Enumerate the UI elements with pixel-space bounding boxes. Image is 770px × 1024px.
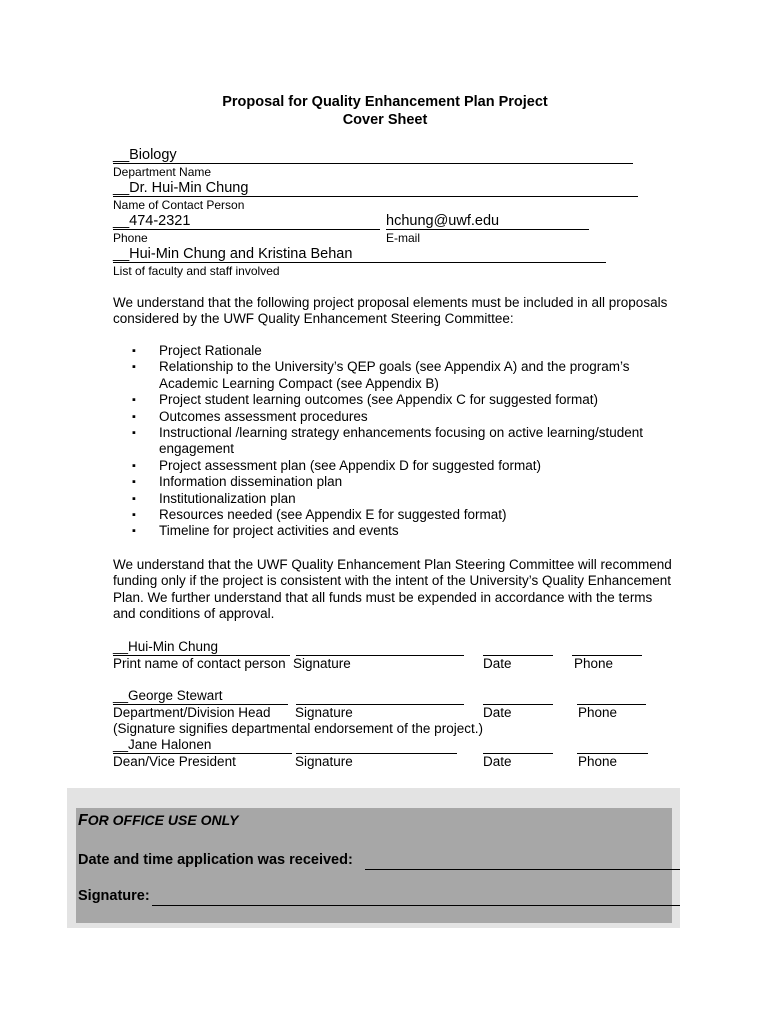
dean-date-line[interactable] <box>483 737 553 754</box>
faculty-field[interactable] <box>113 245 606 263</box>
email-label: E-mail <box>386 231 421 245</box>
funding-paragraph: We understand that the UWF Quality Enhancement Plan Steering Committee will recommend funding only if the project is consistent with the intent of the University’s Quality Enhancement Plan. We further understand that all funds must be expended in accordance with the terms and conditions of approval. <box>113 557 672 622</box>
contact-field[interactable] <box>113 179 638 197</box>
department-head-name-field[interactable] <box>113 688 288 705</box>
department-role-label: Department/Division Head <box>113 705 271 720</box>
department-field[interactable] <box>113 146 633 164</box>
proposal-elements-list <box>132 343 672 540</box>
phone-label: Phone <box>113 231 148 245</box>
endorsement-note: (Signature signifies departmental endorsement of the project.) <box>113 721 483 736</box>
department-phone-label: Phone <box>578 705 618 720</box>
list-item: ▪ Relationship to the University’s QEP goals (see Appendix A) and the program’s Academic Learning Compact (see Appendix B) <box>132 359 672 392</box>
contact-phone-line[interactable] <box>572 639 642 656</box>
contact-signature-line[interactable] <box>296 639 464 656</box>
list-item: ▪ Timeline for project activities and events <box>132 523 672 539</box>
department-signature-label: Signature <box>295 705 353 720</box>
office-signature-line[interactable] <box>152 888 680 906</box>
list-item: ▪ Outcomes assessment procedures <box>132 409 672 425</box>
list-item: ▪ Information dissemination plan <box>132 474 672 490</box>
list-item: ▪ Project student learning outcomes (see Appendix C for suggested format) <box>132 392 672 408</box>
phone-value: __474-2321 <box>113 213 191 229</box>
dean-signature-label: Signature <box>295 754 353 769</box>
contact-print-name: __Hui-Min Chung <box>113 639 219 654</box>
contact-signature-label: Signature <box>293 656 351 671</box>
phone-field[interactable] <box>113 212 380 230</box>
office-signature-label: Signature: <box>78 888 150 904</box>
dean-phone-label: Phone <box>578 754 618 769</box>
page-title: Proposal for Quality Enhancement Plan Project <box>222 94 548 110</box>
page-subtitle: Cover Sheet <box>342 112 428 128</box>
contact-value: __Dr. Hui-Min Chung <box>113 180 249 196</box>
date-received-line[interactable] <box>365 852 680 870</box>
faculty-label: List of faculty and staff involved <box>113 264 280 278</box>
dean-role-label: Dean/Vice President <box>113 754 236 769</box>
department-date-label: Date <box>483 705 512 720</box>
department-label: Department Name <box>113 165 212 179</box>
dean-name-field[interactable] <box>113 737 292 754</box>
contact-role-label: Print name of contact person <box>113 656 286 671</box>
faculty-value: __Hui-Min Chung and Kristina Behan <box>113 246 353 262</box>
list-item: ▪ Instructional /learning strategy enhancements focusing on active learning/student engagement <box>132 425 672 458</box>
office-use-heading: FOR OFFICE USE ONLY <box>78 812 239 829</box>
dean-date-label: Date <box>483 754 512 769</box>
date-received-label: Date and time application was received: <box>78 852 353 868</box>
contact-label: Name of Contact Person <box>113 198 245 212</box>
intro-paragraph: We understand that the following project proposal elements must be included in all proposals considered by the UWF Quality Enhancement Steering Committee: <box>113 295 668 327</box>
contact-date-line[interactable] <box>483 639 553 656</box>
contact-date-label: Date <box>483 656 512 671</box>
department-head-name: __George Stewart <box>113 688 223 703</box>
dean-signature-line[interactable] <box>296 737 457 754</box>
department-date-line[interactable] <box>483 688 553 705</box>
list-item: ▪ Project assessment plan (see Appendix D for suggested format) <box>132 458 672 474</box>
list-item: ▪ Institutionalization plan <box>132 491 672 507</box>
list-item: ▪ Project Rationale <box>132 343 672 359</box>
contact-print-name-field[interactable] <box>113 639 290 656</box>
department-phone-line[interactable] <box>577 688 646 705</box>
department-value: __Biology <box>113 147 177 163</box>
email-field[interactable] <box>386 212 589 230</box>
department-signature-line[interactable] <box>296 688 464 705</box>
dean-name: __Jane Halonen <box>113 737 212 752</box>
email-value: hchung@uwf.edu <box>386 213 500 229</box>
list-item: ▪ Resources needed (see Appendix E for suggested format) <box>132 507 672 523</box>
contact-phone-label: Phone <box>574 656 614 671</box>
dean-phone-line[interactable] <box>577 737 648 754</box>
